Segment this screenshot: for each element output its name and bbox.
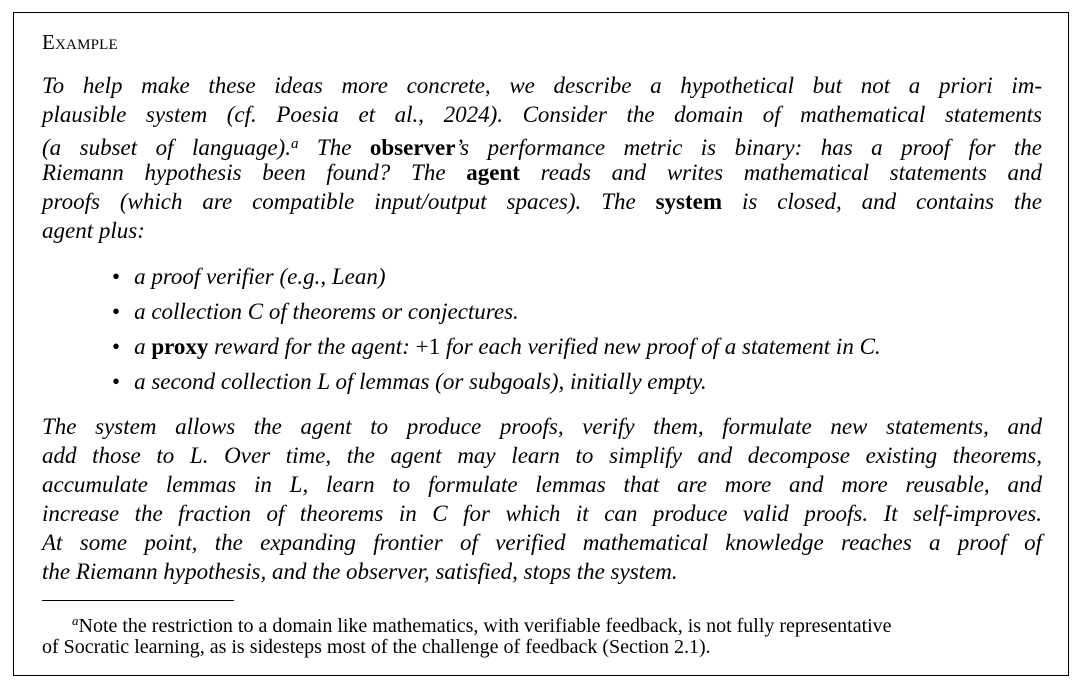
paragraph1-line6: agent plus: bbox=[42, 218, 145, 243]
footnote-line1 bbox=[42, 608, 1042, 637]
b3-text-a: a bbox=[134, 334, 152, 359]
paragraph2-line2: add those to L. Over time, the agent may learn to simplify and decompose existing theorems, bbox=[42, 443, 1042, 468]
footnote-text-1: Note the restriction to a domain like mathematics, with verifiable feedback, is not fully representative bbox=[78, 615, 892, 637]
p1-l5-text-b: is closed, and contains the bbox=[722, 189, 1042, 214]
paragraph1-line3 bbox=[42, 130, 1042, 158]
bullet-text bbox=[134, 334, 881, 359]
footnote-line2: of Socratic learning, as is sidesteps most of the challenge of feedback (Section 2.1). bbox=[42, 636, 711, 658]
p1-l4-text-b: reads and writes mathematical statements and bbox=[519, 160, 1042, 185]
math-C: C bbox=[859, 334, 875, 359]
paragraph1-line2: plausible system (cf. Poesia et al., 2024). Consider the domain of mathematical statements bbox=[42, 102, 1042, 127]
paragraph2-line5: At some point, the expanding frontier of verified mathematical knowledge reaches a proof of bbox=[42, 530, 1042, 555]
p1-l4-text-a: Riemann hypothesis been found? The bbox=[42, 160, 467, 185]
bullet-item-1 bbox=[112, 263, 386, 291]
bullet-text bbox=[134, 299, 519, 324]
p1-l3-text-b: The bbox=[298, 135, 370, 160]
p1-l3-text-a: (a subset of language). bbox=[42, 135, 291, 160]
b3-text-c: for each verified new proof of a statement in bbox=[440, 334, 860, 359]
footnote-rule bbox=[42, 600, 234, 601]
bullet-dot: • bbox=[112, 299, 121, 324]
p1-l5-text-a: proofs (which are compatible input/output spaces). The bbox=[42, 189, 656, 214]
bullet-dot: • bbox=[112, 369, 121, 394]
b3-text-d: . bbox=[874, 334, 881, 359]
bullet-item-3 bbox=[112, 333, 881, 361]
math-C: C bbox=[247, 299, 264, 324]
b2-text-a: a collection bbox=[134, 299, 248, 324]
footnote-mark: a bbox=[72, 613, 79, 628]
bullet-text bbox=[134, 369, 707, 394]
paragraph1-line1: To help make these ideas more concrete, we describe a hypothetical but not a priori im- bbox=[42, 73, 1042, 98]
p1-l3-text-c: ’s performance metric is binary: has a proof for the bbox=[455, 135, 1043, 160]
paragraph2-line1: The system allows the agent to produce proofs, verify them, formulate new statements, and bbox=[42, 414, 1042, 439]
term-proxy: proxy bbox=[151, 334, 209, 359]
b4-text-b: of lemmas (or subgoals), initially empty. bbox=[329, 369, 707, 394]
example-heading: Example bbox=[42, 30, 118, 54]
bullet-item-2 bbox=[112, 298, 519, 326]
b3-text-b: reward for the agent: bbox=[208, 334, 416, 359]
paragraph1-line5 bbox=[42, 188, 1042, 216]
term-agent: agent bbox=[466, 160, 520, 185]
term-system: system bbox=[655, 189, 723, 214]
paragraph1-line4 bbox=[42, 159, 1042, 187]
bullet-item-4 bbox=[112, 368, 707, 396]
bullet-dot: • bbox=[112, 264, 121, 289]
b2-text-b: of theorems or conjectures. bbox=[263, 299, 519, 324]
b4-text-a: a second collection bbox=[134, 369, 318, 394]
footnote-ref: a bbox=[290, 136, 299, 152]
math-L: L bbox=[317, 369, 330, 394]
bullet-dot: • bbox=[112, 334, 121, 359]
paragraph2-line3: accumulate lemmas in L, learn to formulate lemmas that are more and more reusable, and bbox=[42, 472, 1042, 497]
paragraph2-line4: increase the fraction of theorems in C for which it can produce valid proofs. It self-improves. bbox=[42, 501, 1042, 526]
bullet-text: a proof verifier (e.g., Lean) bbox=[134, 264, 386, 289]
term-observer: observer bbox=[369, 135, 456, 160]
paragraph2-line6: the Riemann hypothesis, and the observer, satisfied, stops the system. bbox=[42, 559, 678, 584]
math-plus-one: +1 bbox=[415, 334, 441, 359]
